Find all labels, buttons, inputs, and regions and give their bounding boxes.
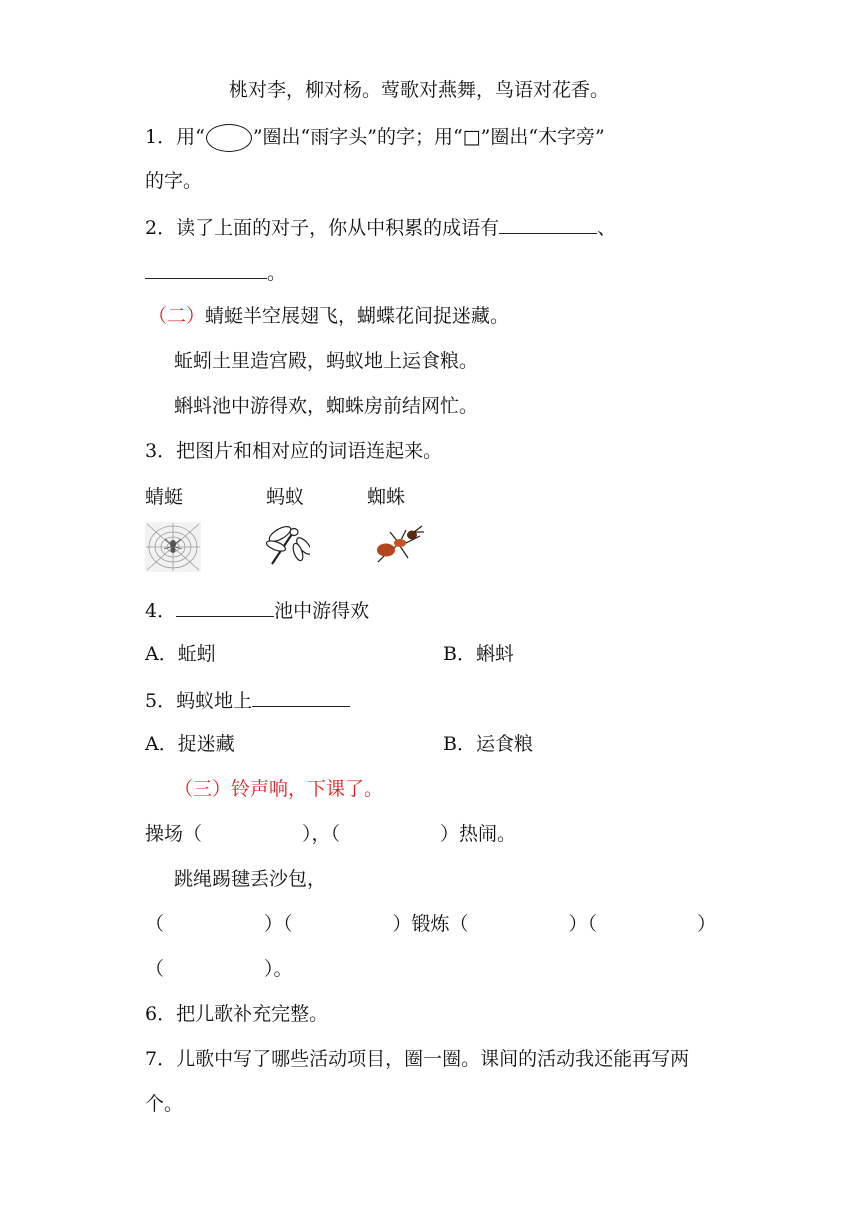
- section-2-line-3: 蝌蚪池中游得欢，蜘蛛房前结网忙。: [174, 395, 479, 417]
- s3-l1-part-a: 操场（: [145, 823, 203, 845]
- question-3: 3．把图片和相对应的词语连起来。: [145, 440, 443, 462]
- section-2-heading: （二）: [148, 305, 206, 327]
- q5-option-a[interactable]: A．捉迷藏: [145, 733, 235, 755]
- q2-blank-1[interactable]: [499, 213, 597, 234]
- word-ant[interactable]: 蚂蚁: [266, 486, 305, 508]
- q4-suffix: 池中游得欢: [274, 600, 370, 622]
- q4-prefix: 4．: [145, 600, 177, 622]
- s3-l1-part-c: ）热闹。: [440, 823, 517, 845]
- q4-option-b[interactable]: B．蝌蚪: [443, 643, 514, 665]
- q5-option-b[interactable]: B．运食粮: [443, 733, 533, 755]
- section-3-line-1: [145, 821, 516, 847]
- section-2-line-2: 蚯蚓土里造宫殿，蚂蚁地上运食粮。: [174, 350, 479, 372]
- question-6: 6．把儿歌补充完整。: [145, 1003, 329, 1025]
- word-spider[interactable]: 蜘蛛: [367, 486, 406, 508]
- spider-web-icon[interactable]: [145, 522, 201, 577]
- q2-text-part2: 、: [597, 217, 617, 239]
- dragonfly-icon[interactable]: [262, 522, 310, 577]
- q1-text-part3: 的字。: [145, 170, 203, 192]
- section-2-first-line: [148, 303, 509, 329]
- section-2-line-1: 蜻蜓半空展翅飞，蝴蝶花间捉迷藏。: [205, 305, 510, 327]
- q5-prefix: 5．蚂蚁地上: [145, 690, 253, 712]
- s3-l3-part-a: （: [145, 913, 165, 935]
- q1-text-part1: 1．用“: [145, 126, 205, 148]
- question-7-line-2: 个。: [145, 1093, 184, 1115]
- section-3-line-2: 跳绳踢毽丢沙包，: [174, 868, 327, 890]
- section-3-heading: （三）铃声响，下课了。: [174, 778, 384, 800]
- word-dragonfly[interactable]: 蜻蜓: [145, 486, 184, 508]
- section-3-line-3: [145, 911, 716, 937]
- section-3-line-4: [145, 956, 293, 982]
- s3-l3-part-e: ）: [697, 913, 717, 935]
- question-7-line-1: 7．儿歌中写了哪些活动项目，圈一圈。课间的活动我还能再写两: [145, 1048, 690, 1070]
- poem-couplet: 桃对李，柳对杨。莺歌对燕舞，鸟语对花香。: [229, 79, 610, 101]
- question-4: [145, 596, 369, 624]
- question-1: [145, 124, 605, 152]
- s3-l3-part-c: ）锻炼（: [392, 913, 469, 935]
- oval-circle-icon: [206, 124, 252, 152]
- s3-l4-part-b: ）。: [264, 958, 293, 980]
- question-2: [145, 213, 616, 241]
- q1-text-part2: ”圈出“雨字头”的字；用“□”圈出“木字旁”: [252, 126, 605, 148]
- q2-blank-2[interactable]: [145, 258, 267, 279]
- ant-icon[interactable]: [370, 522, 426, 577]
- s3-l1-part-b: ），（: [302, 823, 341, 845]
- question-5: [145, 686, 350, 714]
- q4-blank[interactable]: [176, 596, 274, 617]
- s3-l4-part-a: （: [145, 958, 165, 980]
- q5-blank[interactable]: [252, 686, 350, 707]
- q2-text-part1: 2．读了上面的对子，你从中积累的成语有: [145, 217, 500, 239]
- q4-option-a[interactable]: A．蚯蚓: [145, 643, 216, 665]
- q2-text-part3: 。: [267, 262, 287, 284]
- q2-line-2: [145, 258, 286, 286]
- s3-l3-part-d: ）（: [568, 913, 598, 935]
- s3-l3-part-b: ）（: [264, 913, 293, 935]
